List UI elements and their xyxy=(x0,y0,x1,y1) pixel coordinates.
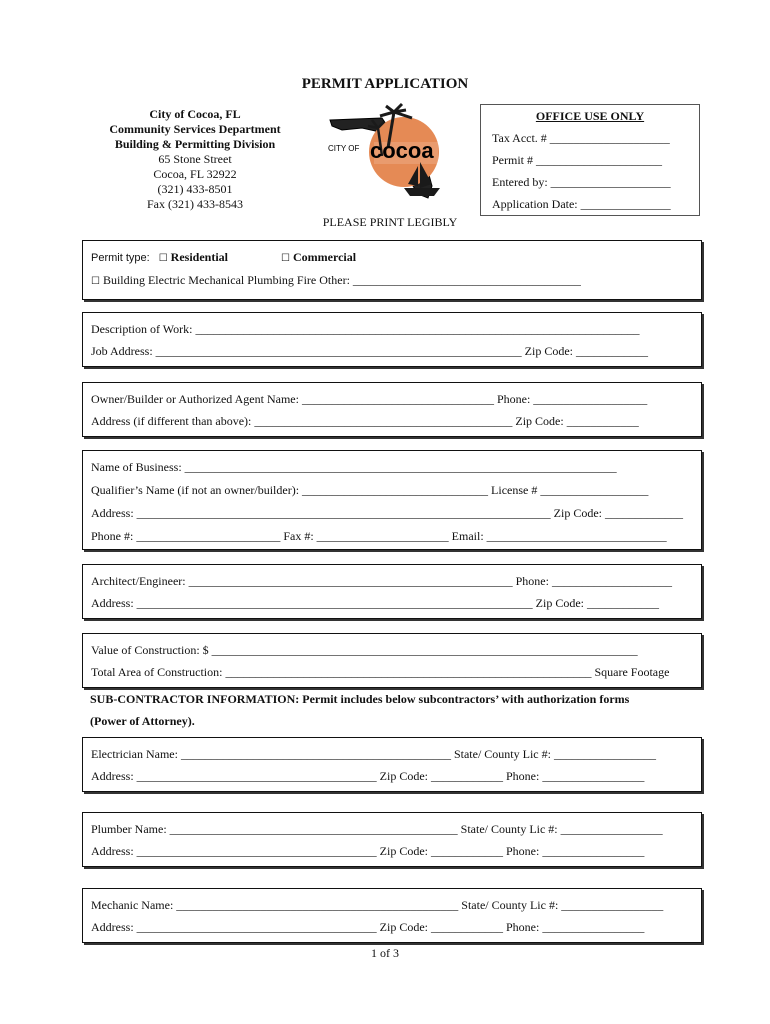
construction-area-field[interactable]: Total Area of Construction: _____________________________________________________________ Square Footage xyxy=(91,665,670,679)
entered-by-field[interactable]: Entered by: ____________________ xyxy=(492,175,671,189)
description-of-work-field[interactable]: Description of Work: __________________________________________________________________________ xyxy=(91,322,640,336)
business-contact-field[interactable]: Phone #: ________________________ Fax #: ______________________ Email: ______________________________ xyxy=(91,529,667,543)
application-date-field[interactable]: Application Date: _______________ xyxy=(492,197,671,211)
mechanic-name-field[interactable]: Mechanic Name: _______________________________________________ State/ County Lic #: _________________ xyxy=(91,898,664,912)
plumber-address-field[interactable]: Address: ________________________________________ Zip Code: ____________ Phone: _________________ xyxy=(91,844,645,858)
org-street: 65 Stone Street xyxy=(158,152,232,166)
residential-label: Residential xyxy=(170,250,228,264)
subcontractor-heading: SUB-CONTRACTOR INFORMATION: Permit includes below subcontractors’ with authorization forms xyxy=(90,692,630,706)
commercial-label: Commercial xyxy=(292,250,357,264)
city-of-cocoa-logo xyxy=(322,102,452,212)
business-address-field[interactable]: Address: _____________________________________________________________________ Zip Code: _____________ xyxy=(91,506,683,520)
office-use-box xyxy=(480,104,700,216)
page-title: PERMIT APPLICATION xyxy=(301,76,469,92)
construction-value-field[interactable]: Value of Construction: $ _______________________________________________________________________ xyxy=(91,643,638,657)
architect-name-field[interactable]: Architect/Engineer: ______________________________________________________ Phone: ____________________ xyxy=(91,574,672,588)
permit-categories: Building Electric Mechanical Plumbing Fire Other: ______________________________________ xyxy=(102,273,581,287)
org-department: Community Services Department xyxy=(109,122,281,136)
owner-name-field[interactable]: Owner/Builder or Authorized Agent Name: ________________________________ Phone: ___________________ xyxy=(91,392,648,406)
business-name-field[interactable]: Name of Business: ________________________________________________________________________ xyxy=(91,460,617,474)
mechanic-section xyxy=(82,888,702,943)
org-city-zip: Cocoa, FL 32922 xyxy=(153,167,237,181)
commercial-option xyxy=(281,250,356,265)
permit-category-row xyxy=(91,273,581,288)
permit-type-label: Permit type: xyxy=(91,252,150,264)
owner-section xyxy=(82,382,702,437)
architect-address-field[interactable]: Address: __________________________________________________________________ Zip Code: ____________ xyxy=(91,596,659,610)
permit-number-field[interactable]: Permit # _____________________ xyxy=(492,153,662,167)
page-number: 1 of 3 xyxy=(371,946,399,960)
tax-account-field[interactable]: Tax Acct. # ____________________ xyxy=(492,131,670,145)
plumber-name-field[interactable]: Plumber Name: ________________________________________________ State/ County Lic #: _________________ xyxy=(91,822,663,836)
business-section xyxy=(82,450,702,550)
electrician-address-field[interactable]: Address: ________________________________________ Zip Code: ____________ Phone: _________________ xyxy=(91,769,645,783)
org-phone: (321) 433-8501 xyxy=(157,182,233,196)
category-checkbox[interactable]: ☐ xyxy=(91,276,100,287)
residential-checkbox[interactable]: ☐ xyxy=(158,253,168,264)
org-city: City of Cocoa, FL xyxy=(149,107,241,121)
job-address-field[interactable]: Job Address: _____________________________________________________________ Zip Code: ____________ xyxy=(91,344,648,358)
architect-section xyxy=(82,564,702,619)
permit-type-row xyxy=(91,250,228,265)
logo-name-text: cocoa xyxy=(370,138,434,163)
commercial-checkbox[interactable]: ☐ xyxy=(281,253,290,264)
mechanic-address-field[interactable]: Address: ________________________________________ Zip Code: ____________ Phone: _________________ xyxy=(91,920,645,934)
organization-block xyxy=(95,107,295,212)
qualifier-name-field[interactable]: Qualifier’s Name (if not an owner/builder): _______________________________ License # __________________ xyxy=(91,483,649,497)
work-section xyxy=(82,312,702,367)
print-legibly-note: PLEASE PRINT LEGIBLY xyxy=(322,215,458,229)
electrician-name-field[interactable]: Electrician Name: _____________________________________________ State/ County Lic #: _________________ xyxy=(91,747,656,761)
org-fax: Fax (321) 433-8543 xyxy=(147,197,243,211)
org-division: Building & Permitting Division xyxy=(114,137,276,151)
plumber-section xyxy=(82,812,702,867)
permit-type-section xyxy=(82,240,702,300)
owner-address-field[interactable]: Address (if different than above): ___________________________________________ Zip Code: ____________ xyxy=(91,414,639,428)
logo-city-text: CITY OF xyxy=(328,144,360,153)
office-use-heading: OFFICE USE ONLY xyxy=(535,109,645,123)
subcontractor-note: (Power of Attorney). xyxy=(90,714,195,728)
construction-section xyxy=(82,633,702,688)
electrician-section xyxy=(82,737,702,792)
